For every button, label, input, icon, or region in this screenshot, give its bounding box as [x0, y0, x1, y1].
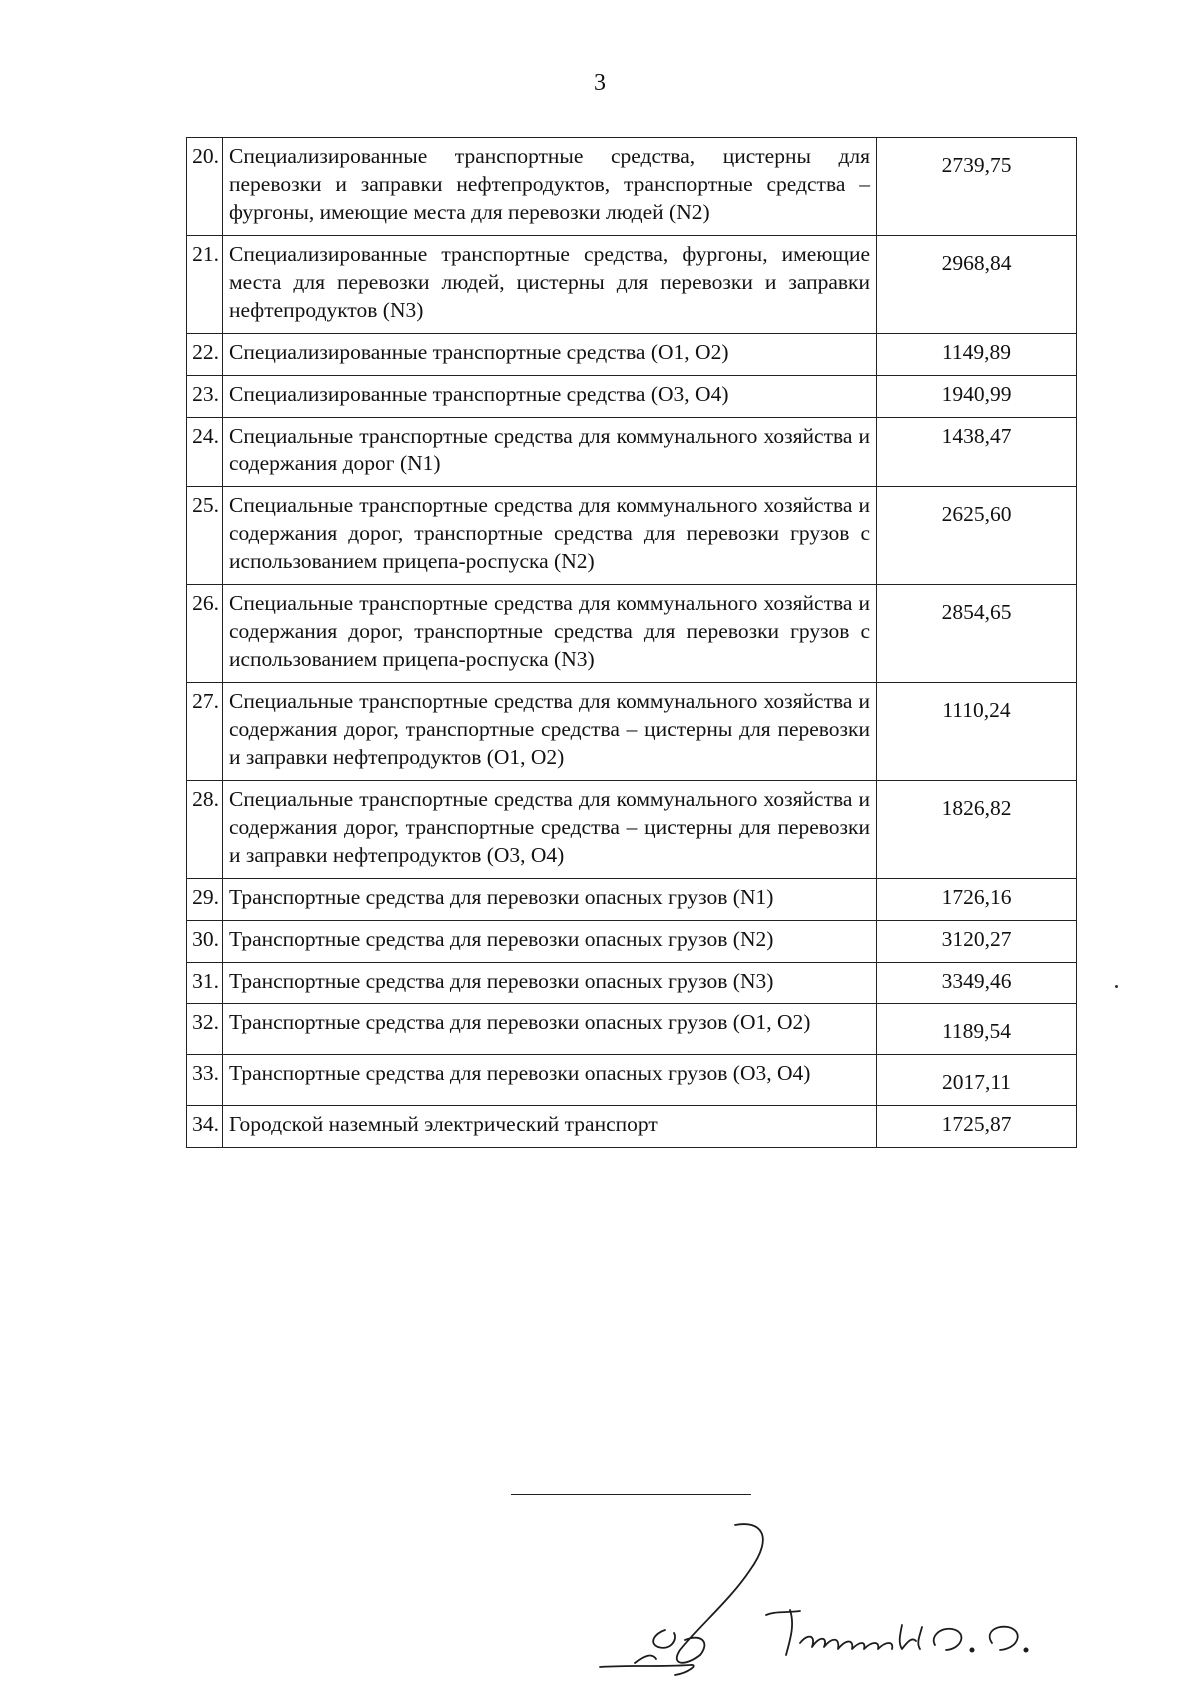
divider-line — [511, 1494, 751, 1495]
table-row — [187, 375, 1077, 417]
vehicle-category: Специальные транспортные средства для коммунального хозяйства и содержания дорог (N1) — [223, 417, 877, 487]
rate-value: 1826,82 — [877, 780, 1077, 878]
table-row — [187, 235, 1077, 333]
row-number: 27. — [187, 683, 223, 781]
vehicle-category: Специализированные транспортные средства (O3, O4) — [223, 375, 877, 417]
rate-value: 1725,87 — [877, 1106, 1077, 1148]
page-number: 3 — [594, 70, 606, 96]
rate-value: 1726,16 — [877, 878, 1077, 920]
vehicle-category: Специальные транспортные средства для коммунального хозяйства и содержания дорог, транспортные средства – цистерны для перевозки и заправки нефтепродуктов (O1, O2) — [223, 683, 877, 781]
scan-speck — [1115, 985, 1118, 988]
table-row — [187, 962, 1077, 1004]
rate-value: 2017,11 — [877, 1055, 1077, 1106]
table-row — [187, 1055, 1077, 1106]
row-number: 26. — [187, 585, 223, 683]
row-number: 32. — [187, 1004, 223, 1055]
table-row — [187, 780, 1077, 878]
row-number: 28. — [187, 780, 223, 878]
rate-value: 1149,89 — [877, 333, 1077, 375]
rate-value: 2625,60 — [877, 487, 1077, 585]
row-number: 24. — [187, 417, 223, 487]
vehicle-category: Специализированные транспортные средства (O1, O2) — [223, 333, 877, 375]
rate-value: 1940,99 — [877, 375, 1077, 417]
vehicle-category: Специальные транспортные средства для коммунального хозяйства и содержания дорог, транспортные средства для перевозки грузов с использованием прицепа-роспуска (N2) — [223, 487, 877, 585]
table-row — [187, 585, 1077, 683]
vehicle-category: Транспортные средства для перевозки опасных грузов (N2) — [223, 920, 877, 962]
row-number: 23. — [187, 375, 223, 417]
row-number: 33. — [187, 1055, 223, 1106]
vehicle-category: Специализированные транспортные средства, цистерны для перевозки и заправки нефтепродуктов, транспортные средства – фургоны, имеющие места для перевозки людей (N2) — [223, 138, 877, 236]
rate-value: 1438,47 — [877, 417, 1077, 487]
vehicle-category: Городской наземный электрический транспорт — [223, 1106, 877, 1148]
row-number: 29. — [187, 878, 223, 920]
row-number: 30. — [187, 920, 223, 962]
rate-value: 3349,46 — [877, 962, 1077, 1004]
vehicle-category: Специальные транспортные средства для коммунального хозяйства и содержания дорог, транспортные средства – цистерны для перевозки и заправки нефтепродуктов (O3, O4) — [223, 780, 877, 878]
table-row — [187, 487, 1077, 585]
tariff-table — [186, 137, 1077, 1148]
row-number: 21. — [187, 235, 223, 333]
vehicle-category: Специализированные транспортные средства, фургоны, имеющие места для перевозки людей, цистерны для перевозки и заправки нефтепродуктов (N3) — [223, 235, 877, 333]
row-number: 22. — [187, 333, 223, 375]
vehicle-category: Транспортные средства для перевозки опасных грузов (N3) — [223, 962, 877, 1004]
row-number: 25. — [187, 487, 223, 585]
table-row — [187, 878, 1077, 920]
table-row — [187, 920, 1077, 962]
rate-value: 2968,84 — [877, 235, 1077, 333]
rate-value: 2739,75 — [877, 138, 1077, 236]
row-number: 31. — [187, 962, 223, 1004]
table-row — [187, 1004, 1077, 1055]
handwritten-signature — [590, 1515, 1110, 1685]
rate-value: 3120,27 — [877, 920, 1077, 962]
vehicle-category: Транспортные средства для перевозки опасных грузов (N1) — [223, 878, 877, 920]
row-number: 34. — [187, 1106, 223, 1148]
rate-value: 1189,54 — [877, 1004, 1077, 1055]
table-row — [187, 333, 1077, 375]
rate-value: 2854,65 — [877, 585, 1077, 683]
row-number: 20. — [187, 138, 223, 236]
vehicle-category: Транспортные средства для перевозки опасных грузов (O3, O4) — [223, 1055, 877, 1106]
vehicle-category: Специальные транспортные средства для коммунального хозяйства и содержания дорог, транспортные средства для перевозки грузов с использованием прицепа-роспуска (N3) — [223, 585, 877, 683]
table-row — [187, 138, 1077, 236]
table-row — [187, 1106, 1077, 1148]
table-row — [187, 417, 1077, 487]
table-row — [187, 683, 1077, 781]
vehicle-category: Транспортные средства для перевозки опасных грузов (O1, O2) — [223, 1004, 877, 1055]
rate-value: 1110,24 — [877, 683, 1077, 781]
